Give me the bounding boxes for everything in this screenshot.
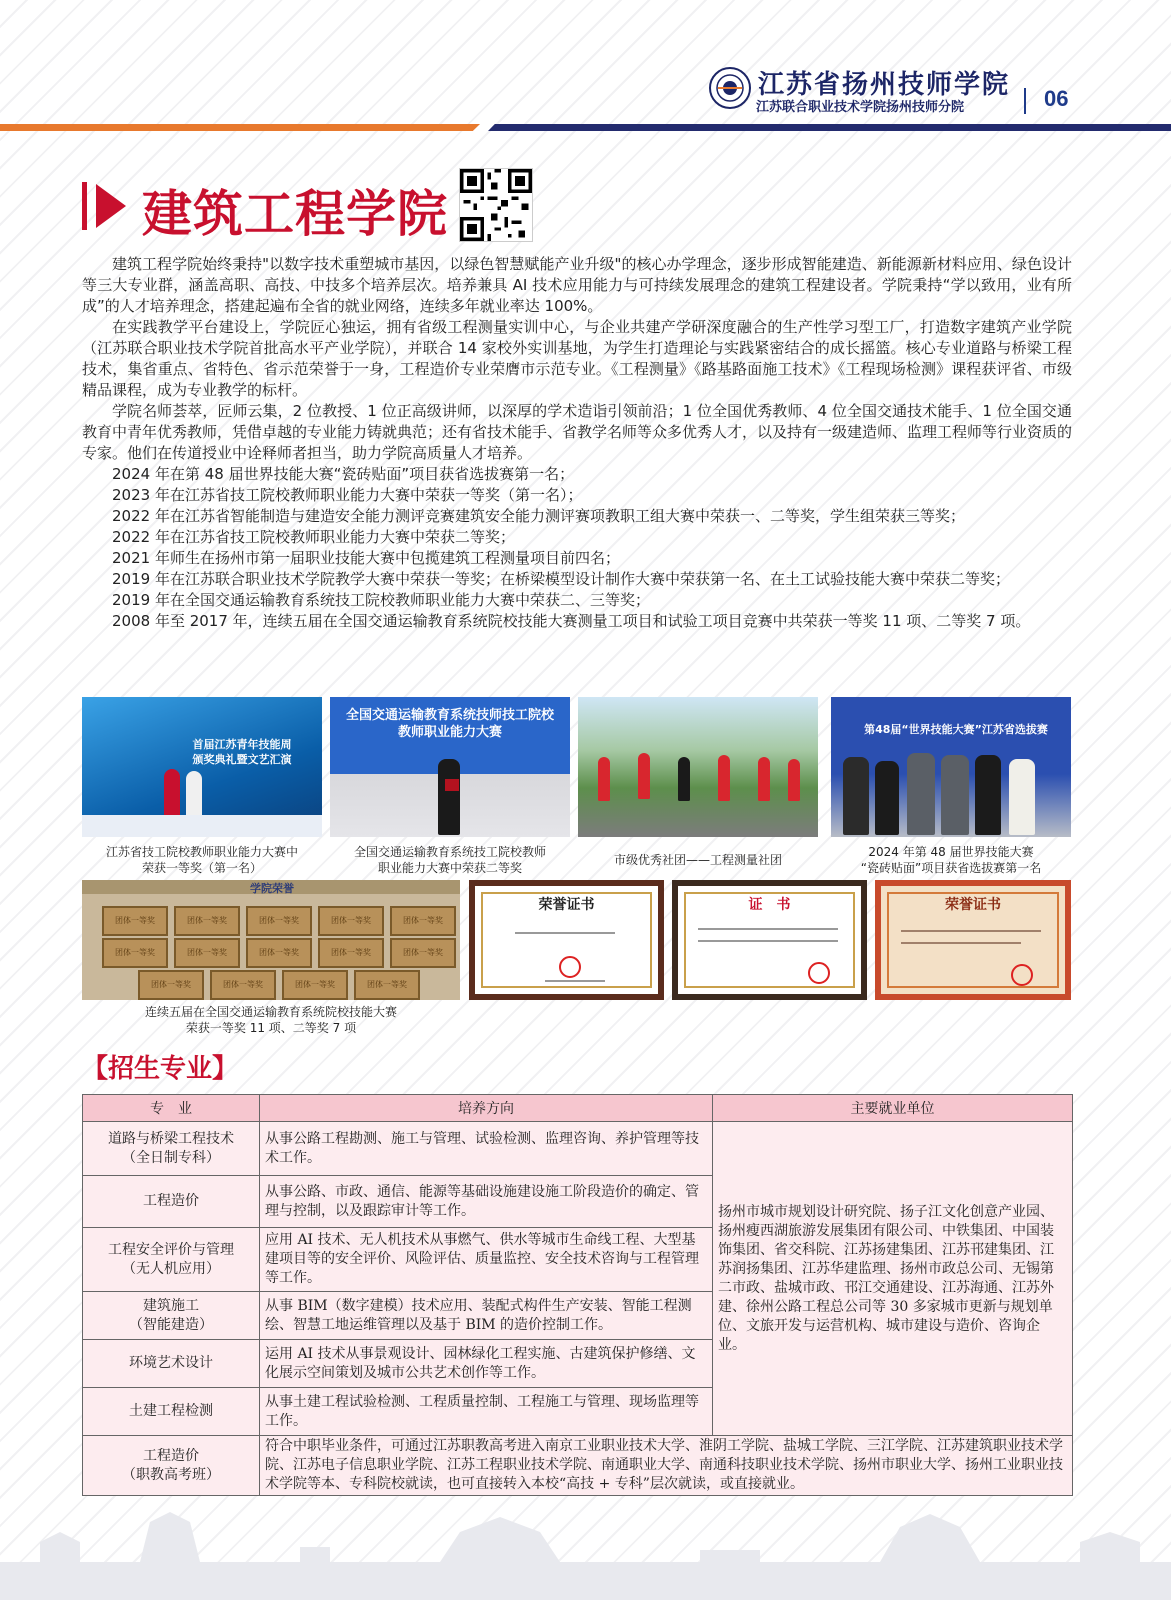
school-subtitle: 江苏联合职业技术学院扬州技师分院 (756, 100, 965, 115)
honor-plaque: 团体一等奖 (210, 970, 276, 1000)
major-name: 环境艺术设计 (83, 1340, 260, 1388)
honor-plaque: 团体一等奖 (282, 970, 348, 1000)
photo-person (788, 759, 800, 801)
photo-survey-club (578, 697, 818, 837)
photo-person (875, 761, 899, 835)
major-direction: 应用 AI 技术、无人机技术从事燃气、供水等城市生命线工程、大型基建项目等的安全评价、风险评估、质量监控、安全技术咨询与工程管理等工作。 (260, 1228, 713, 1292)
major-direction: 符合中职毕业条件，可通过江苏职教高考进入南京工业职业技术大学、淮阴工学院、盐城工学院、三江学院、江苏建筑职业技术学院、江苏电子信息职业学院、江苏工程职业技术学院、南通职业大学、南通科技职业技术学院、扬州市职业大学、扬州工业职业技术学院等本、专科院校就读，也可直接转入本校“高技 + 专科”层次就读，或直接就业。 (260, 1436, 1073, 1496)
major-direction: 从事公路工程勘测、施工与管理、试验检测、监理咨询、养护管理等技术工作。 (260, 1122, 713, 1176)
honor-plaque: 团体一等奖 (354, 970, 420, 1000)
certificate-text-line (515, 932, 615, 934)
certificate-title: 荣誉证书 (538, 897, 595, 913)
photo-honor-wall (82, 880, 460, 1000)
column-header-major: 专 业 (83, 1095, 260, 1122)
certificate-title: 荣誉证书 (945, 897, 1001, 913)
photo-certificate-3 (875, 880, 1071, 1000)
award-item: 2019 年在全国交通运输教育系统技工院校教师职业能力大赛中荣获二、三等奖； (112, 591, 650, 609)
photo-banner-text: 全国交通运输教育系统技师技工院校 教师职业能力大赛 (345, 708, 554, 740)
photo-banner-text: 第48届“世界技能大赛”江苏省选拔赛 (864, 723, 1048, 736)
photo-floor (82, 815, 322, 837)
major-direction: 从事 BIM（数字建模）技术应用、装配式构件生产安装、智能工程测绘、智慧工地运维管理以及基于 BIM 的造价控制工作。 (260, 1292, 713, 1340)
photo-person (164, 769, 180, 821)
enrollment-section-title: 【招生专业】 (82, 1054, 239, 1084)
honor-plaque: 团体一等奖 (390, 906, 456, 936)
photo-person (1009, 759, 1035, 835)
photo-caption: 江苏省技工院校教师职业能力大赛中 荣获一等奖（第一名） (105, 845, 298, 875)
photo-certificate-2 (672, 880, 867, 1000)
header-band-orange (0, 124, 480, 131)
photo-caption: 2024 年第 48 届世界技能大赛 “瓷砖贴面”项目获省选拔赛第一名 (860, 845, 1042, 875)
photo-person (598, 757, 610, 801)
award-item: 2022 年在江苏省技工院校教师职业能力大赛中荣获二等奖； (112, 528, 515, 546)
award-item: 2023 年在江苏省技工院校教师职业能力大赛中荣获一等奖（第一名）； (112, 486, 583, 504)
school-name: 江苏省扬州技师学院 (758, 70, 1011, 100)
title-accent-bar (82, 182, 87, 230)
table-row (83, 1122, 1073, 1176)
major-name: 土建工程检测 (83, 1388, 260, 1436)
major-direction: 从事公路、市政、通信、能源等基础设施建设施工阶段造价的确定、管理与控制，以及跟踪审计等工作。 (260, 1176, 713, 1228)
header-divider (1024, 88, 1026, 114)
photo-person (758, 757, 770, 801)
award-item: 2022 年在江苏省智能制造与建造安全能力测评竞赛建筑安全能力测评赛项教职工组大赛中荣获一、二等奖，学生组荣获三等奖； (112, 507, 965, 525)
photo-certificate (445, 779, 459, 791)
intro-paragraph: 在实践教学平台建设上，学院匠心独运，拥有省级工程测量实训中心，与企业共建产学研深度融合的生产性学习型工厂，打造数字建筑产业学院（江苏联合职业技术学院首批高水平产业学院），并联合 14 家校外实训基地，为学生打造理论与实践紧密结合的成长摇篮。核心专业道路与桥梁工程技术，集省重点、省特色、省示范荣誉于一身，工程造价专业荣膺市示范专业。《工程测量》《路基路面施工技术》《工程现场检测》课程获评省、市级精品课程，成为专业教学的标杆。 (82, 318, 1072, 399)
certificate-text-line (901, 942, 1021, 944)
title-arrow-icon (96, 184, 126, 228)
photo-worldskills-team (831, 697, 1071, 837)
honor-plaque: 团体一等奖 (318, 906, 384, 936)
certificate-title: 证 书 (748, 897, 791, 913)
certificate-text-line (698, 940, 838, 942)
photo-certificate-1 (469, 880, 664, 1000)
certificate-text-line (901, 930, 1041, 932)
honor-plaque: 团体一等奖 (246, 906, 312, 936)
skyline-decoration (0, 1492, 1171, 1600)
majors-table (82, 1094, 1073, 1496)
major-name: 工程造价 (83, 1176, 260, 1228)
award-item: 2019 年在江苏联合职业技术学院教学大赛中荣获一等奖；在桥梁模型设计制作大赛中荣获第一名、在土工试验技能大赛中荣获二等奖； (112, 570, 1010, 588)
photo-person (941, 755, 969, 835)
table-header-row (83, 1095, 1073, 1122)
photo-banner-text: 首届江苏青年技能周 颁奖典礼暨文艺汇演 (192, 738, 292, 766)
certificate-text-line (545, 980, 605, 982)
honor-plaque: 团体一等奖 (174, 938, 240, 968)
school-seal-icon (708, 66, 752, 110)
photo-person (718, 755, 730, 801)
major-name: 建筑施工 （智能建造） (83, 1292, 260, 1340)
column-header-employers: 主要就业单位 (713, 1095, 1073, 1122)
honor-plaque: 团体一等奖 (174, 906, 240, 936)
intro-text (82, 254, 1072, 632)
certificate-seal-icon (1011, 964, 1033, 986)
photo-person (975, 755, 1001, 835)
certificate-seal-icon (559, 956, 581, 978)
honor-plaque: 团体一等奖 (102, 906, 168, 936)
page-header (0, 0, 1171, 140)
major-name: 工程造价 （职教高考班） (83, 1436, 260, 1496)
photo-banner-text: 学院荣誉 (250, 882, 294, 895)
major-name: 道路与桥梁工程技术 （全日制专科） (83, 1122, 260, 1176)
honor-plaque: 团体一等奖 (318, 938, 384, 968)
intro-paragraph: 建筑工程学院始终秉持"以数字技术重塑城市基因，以绿色智慧赋能产业升级"的核心办学理念，逐步形成智能建造、新能源新材料应用、绿色设计等三大专业群，涵盖高职、高技、中技多个培养层次。培养兼具 AI 技术应用能力与可持续发展理念的建筑工程建设者。学院秉持“学以致用，业有所成”的人才培养理念，搭建起遍布全省的就业网络，连续多年就业率达 100%。 (82, 255, 1072, 315)
photo-person (843, 757, 869, 835)
page-number: 06 (1044, 86, 1069, 111)
intro-paragraph: 学院名师荟萃，匠师云集，2 位教授、1 位正高级讲师，以深厚的学术造诣引领前沿；1 位全国优秀教师、4 位全国交通技术能手、1 位全国交通教育中青年优秀教师，凭借卓越的专业能力铸就典范；还有省技术能手、省教学名师等众多优秀人才，以及持有一级建造师、监理工程师等行业资质的专家。他们在传道授业中诠释师者担当，助力学院高质量人才培养。 (82, 402, 1073, 462)
honor-plaque: 团体一等奖 (246, 938, 312, 968)
table-row (83, 1436, 1073, 1496)
photo-national-competition (330, 697, 570, 837)
photo-person (907, 753, 935, 835)
photo-person (438, 759, 460, 835)
photo-person (638, 753, 650, 799)
award-item: 2024 年在第 48 届世界技能大赛“瓷砖贴面”项目获省选拔赛第一名； (112, 465, 575, 483)
photo-caption: 连续五届在全国交通运输教育系统院校技能大赛 荣获一等奖 11 项、二等奖 7 项 (144, 1005, 397, 1035)
qr-code-icon[interactable] (459, 168, 533, 242)
major-direction: 从事土建工程试验检测、工程质量控制、工程施工与管理、现场监理等工作。 (260, 1388, 713, 1436)
award-item: 2021 年师生在扬州市第一届职业技能大赛中包揽建筑工程测量项目前四名； (112, 549, 620, 567)
certificate-text-line (698, 928, 838, 930)
honor-plaque: 团体一等奖 (102, 938, 168, 968)
major-direction: 运用 AI 技术从事景观设计、园林绿化工程实施、古建筑保护修缮、文化展示空间策划及城市公共艺术创作等工作。 (260, 1340, 713, 1388)
employers-cell: 扬州市城市规划设计研究院、扬子江文化创意产业园、扬州瘦西湖旅游发展集团有限公司、中铁集团、中国装饰集团、省交科院、江苏扬建集团、江苏邗建集团、江苏润扬集团、江苏华建监理、扬州市政总公司、无锡第二市政、盐城市政、邗江交通建设、江苏海通、江苏外建、徐州公路工程总公司等 30 多家城市更新与规划单位、文旅开发与运营机构、城市建设与造价、咨询企业。 (713, 1122, 1073, 1436)
major-name: 工程安全评价与管理 （无人机应用） (83, 1228, 260, 1292)
photo-caption: 全国交通运输教育系统技工院校教师 职业能力大赛中荣获二等奖 (353, 845, 546, 875)
photo-person (186, 771, 202, 821)
column-header-direction: 培养方向 (260, 1095, 713, 1122)
award-item: 2008 年至 2017 年，连续五届在全国交通运输教育系统院校技能大赛测量工项目和试验工项目竞赛中共荣获一等奖 11 项、二等奖 7 项。 (112, 612, 1031, 630)
certificate-seal-icon (808, 962, 830, 984)
honor-plaque: 团体一等奖 (390, 938, 456, 968)
photo-teacher-award-stage (82, 697, 322, 837)
page-title: 建筑工程学院 (142, 185, 448, 243)
photo-person (678, 757, 690, 801)
honor-plaque: 团体一等奖 (138, 970, 204, 1000)
header-band-blue (488, 124, 1171, 131)
photo-caption: 市级优秀社团——工程测量社团 (613, 853, 782, 867)
